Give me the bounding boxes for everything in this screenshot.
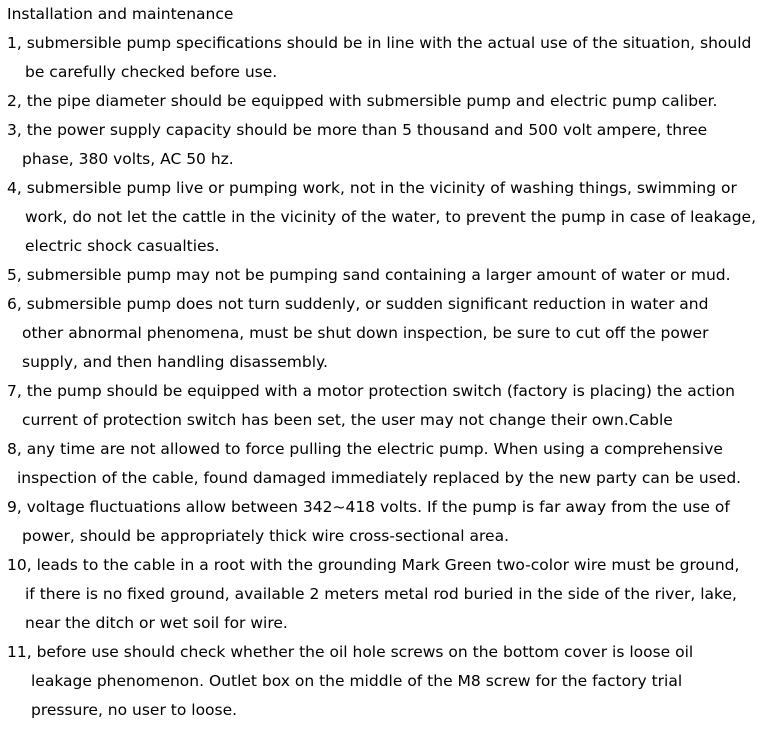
list-item-line: supply, and then handling disassembly. (22, 353, 328, 371)
list-item-line: if there is no fixed ground, available 2 meters metal rod buried in the side of the river, lake, (25, 585, 737, 603)
list-item-line: inspection of the cable, found damaged immediately replaced by the new party can be used. (17, 469, 742, 487)
list-item-line: power, should be appropriately thick wire cross-sectional area. (22, 527, 510, 545)
list-item-line: 11, before use should check whether the oil hole screws on the bottom cover is loose oil (7, 643, 694, 661)
list-item-line: pressure, no user to loose. (31, 701, 238, 719)
list-item-line: 6, submersible pump does not turn suddenly, or sudden significant reduction in water and (7, 295, 709, 313)
document-title: Installation and maintenance (7, 5, 234, 23)
list-item-line: 8, any time are not allowed to force pulling the electric pump. When using a comprehensive (7, 440, 723, 458)
list-item-line: other abnormal phenomena, must be shut down inspection, be sure to cut off the power (22, 324, 709, 342)
list-item-line: electric shock casualties. (25, 237, 220, 255)
list-item-line: work, do not let the cattle in the vicinity of the water, to prevent the pump in case of leakage, (25, 208, 757, 226)
list-item-line: phase, 380 volts, AC 50 hz. (22, 150, 234, 168)
list-item-line: leakage phenomenon. Outlet box on the middle of the M8 screw for the factory trial (31, 672, 683, 690)
list-item-line: current of protection switch has been set, the user may not change their own.Cable (22, 411, 673, 429)
list-item-line: be carefully checked before use. (25, 63, 278, 81)
list-item-line: 7, the pump should be equipped with a motor protection switch (factory is placing) the action (7, 382, 735, 400)
list-item-line: 3, the power supply capacity should be more than 5 thousand and 500 volt ampere, three (7, 121, 708, 139)
list-item-line: 10, leads to the cable in a root with the grounding Mark Green two-color wire must be ground, (7, 556, 740, 574)
list-item-line: 1, submersible pump specifications should be in line with the actual use of the situation, should (7, 34, 752, 52)
list-item-line: 4, submersible pump live or pumping work, not in the vicinity of washing things, swimming or (7, 179, 737, 197)
list-item-line: 5, submersible pump may not be pumping sand containing a larger amount of water or mud. (7, 266, 731, 284)
list-item-line: 9, voltage fluctuations allow between 342~418 volts. If the pump is far away from the use of (7, 498, 730, 516)
list-item-line: 2, the pipe diameter should be equipped with submersible pump and electric pump caliber. (7, 92, 718, 110)
list-item-line: near the ditch or wet soil for wire. (25, 614, 288, 632)
